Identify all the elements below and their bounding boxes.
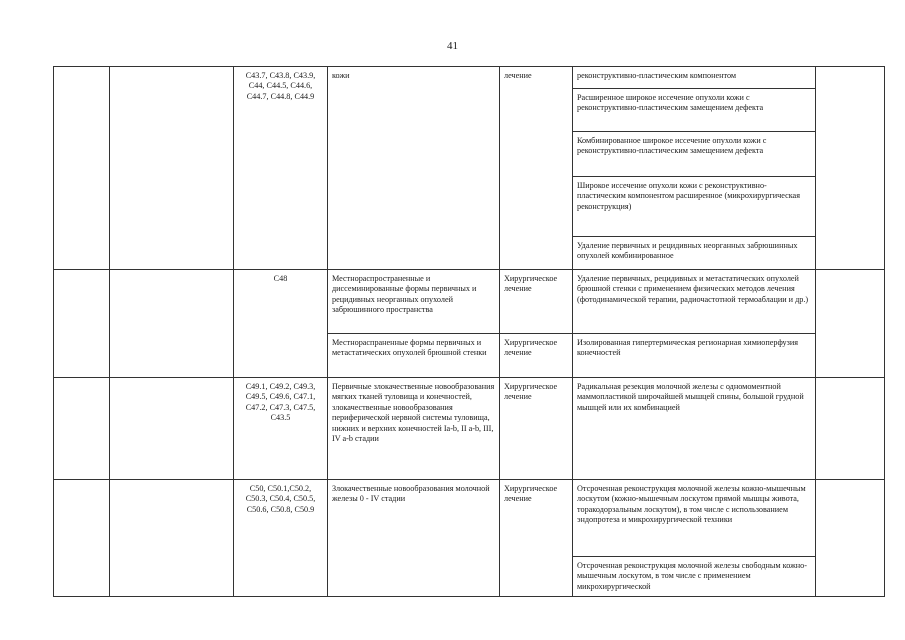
icd-codes-cell: C49.1, C49.2, C49.3, C49.5, C49.6, C47.1, C47.2, C47.3, C47.5, C43.5 bbox=[234, 378, 328, 480]
page-number: 41 bbox=[447, 40, 458, 52]
treatment-table bbox=[53, 66, 885, 597]
diagnosis-cell: Местнораспространенные и диссеминированные формы первичных и рецидивных неорганных опухолей забрюшинного пространства bbox=[328, 270, 500, 334]
empty-cell bbox=[110, 480, 234, 597]
icd-codes-cell: C43.7, C43.8, C43.9, C44, C44.5, C44.6, C44.7, C44.8, C44.9 bbox=[234, 67, 328, 270]
diagnosis-cell: кожи bbox=[328, 67, 500, 270]
icd-codes-cell: C48 bbox=[234, 270, 328, 378]
icd-codes-cell: C50, C50.1,C50.2, C50.3, C50.4, C50.5, C50.6, C50.8, C50.9 bbox=[234, 480, 328, 597]
empty-cell bbox=[110, 270, 234, 378]
method-cell: Отсроченная реконструкция молочной железы свободным кожно-мышечным лоскутом, в том числе с применением микрохирургической bbox=[573, 557, 816, 597]
method-cell: Комбинированное широкое иссечение опухоли кожи с реконструктивно-пластическим замещением дефекта bbox=[573, 132, 816, 177]
empty-cell bbox=[54, 67, 110, 270]
empty-cell bbox=[54, 270, 110, 378]
table-row bbox=[54, 378, 885, 480]
diagnosis-cell: Местнораспраненные формы первичных и метастатических опухолей брюшной стенки bbox=[328, 334, 500, 378]
treatment-type-cell: Хирургическое лечение bbox=[500, 480, 573, 597]
empty-cell bbox=[54, 378, 110, 480]
method-cell: реконструктивно-пластическим компонентом bbox=[573, 67, 816, 89]
treatment-type-cell: Хирургическое лечение bbox=[500, 270, 573, 334]
diagnosis-cell: Первичные злокачественные новообразования мягких тканей туловища и конечностей, злокачественные новообразования периферической нервной системы туловища, нижних и верхних конечностей Ia-b, II a-b, III, IV a-b стадии bbox=[328, 378, 500, 480]
method-cell: Широкое иссечение опухоли кожи с реконструктивно-пластическим компонентом расширенное (микрохирургическая реконструкция) bbox=[573, 177, 816, 237]
table-row bbox=[54, 480, 885, 557]
empty-cell bbox=[816, 270, 885, 378]
method-cell: Отсроченная реконструкция молочной железы кожно-мышечным лоскутом (кожно-мышечным лоскутом прямой мышцы живота, торакодорзальным лоскутом), в том числе с использованием эндопротеза и микрохирургической техники bbox=[573, 480, 816, 557]
empty-cell bbox=[816, 480, 885, 597]
empty-cell bbox=[816, 67, 885, 270]
empty-cell bbox=[110, 378, 234, 480]
treatment-type-cell: Хирургическое лечение bbox=[500, 334, 573, 378]
method-cell: Изолированная гипертермическая регионарная химиоперфузия конечностей bbox=[573, 334, 816, 378]
table-row bbox=[54, 270, 885, 334]
treatment-type-cell: лечение bbox=[500, 67, 573, 270]
treatment-type-cell: Хирургическое лечение bbox=[500, 378, 573, 480]
diagnosis-cell: Злокачественные новообразования молочной железы 0 - IV стадии bbox=[328, 480, 500, 597]
table-row bbox=[54, 67, 885, 89]
method-cell: Удаление первичных и рецидивных неорганных забрюшинных опухолей комбинированное bbox=[573, 237, 816, 270]
method-cell: Удаление первичных, рецидивных и метастатических опухолей брюшной стенки с применением физических методов лечения (фотодинамической терапии, радиочастотной термоаблации и др.) bbox=[573, 270, 816, 334]
method-cell: Расширенное широкое иссечение опухоли кожи с реконструктивно-пластическим замещением дефекта bbox=[573, 89, 816, 132]
empty-cell bbox=[54, 480, 110, 597]
method-cell: Радикальная резекция молочной железы с одномоментной маммопластикой широчайшей мышцей спины, большой грудной мышцей или их комбинацией bbox=[573, 378, 816, 480]
empty-cell bbox=[110, 67, 234, 270]
empty-cell bbox=[816, 378, 885, 480]
